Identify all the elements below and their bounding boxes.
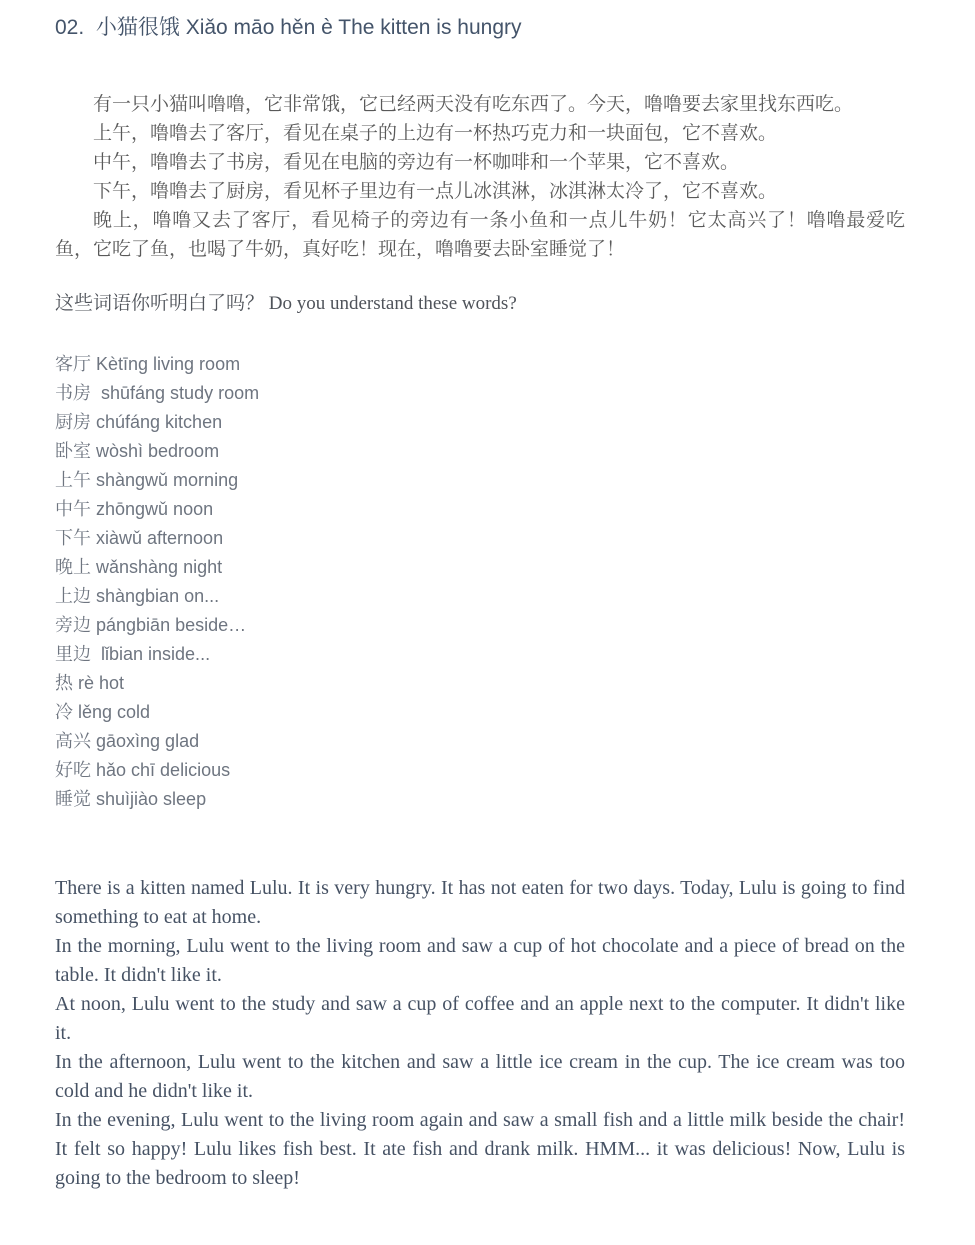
story-en-paragraph: In the morning, Lulu went to the living room and saw a cup of hot chocolate and a piece of bread on the table. It didn't like it. [55, 935, 905, 986]
vocab-item: 客厅 Kètīng living room [55, 354, 241, 374]
story-cn-paragraph: 中午，噜噜去了书房，看见在电脑的旁边有一杯咖啡和一个苹果，它不喜欢。 [93, 152, 740, 173]
comprehension-question: 这些词语你听明白了吗？ Do you understand these words? [55, 293, 517, 314]
story-cn-paragraph: 有一只小猫叫噜噜，它非常饿，它已经两天没有吃东西了。今天，噜噜要去家里找东西吃。 [93, 94, 854, 115]
vocab-item: 书房 shūfáng study room [55, 383, 260, 403]
vocab-item: 旁边 pángbiān beside… [55, 615, 247, 635]
story-en-paragraph: There is a kitten named Lulu. It is very hungry. It has not eaten for two days. Today, Lulu is going to find something to eat at home. [55, 877, 905, 928]
story-cn-paragraph: 晚上，噜噜又去了客厅，看见椅子的旁边有一条小鱼和一点儿牛奶！它太高兴了！噜噜最爱吃鱼，它吃了鱼，也喝了牛奶，真好吃！现在，噜噜要去卧室睡觉了！ [55, 210, 905, 260]
vocab-item: 热 rè hot [55, 673, 125, 693]
vocab-item: 卧室 wòshì bedroom [55, 441, 220, 461]
vocab-item: 上边 shàngbian on... [55, 586, 220, 606]
vocab-item: 中午 zhōngwǔ noon [55, 499, 214, 519]
vocab-item: 厨房 chúfáng kitchen [55, 412, 223, 432]
story-en-paragraph: At noon, Lulu went to the study and saw a cup of coffee and an apple next to the computer. It didn't like it. [55, 993, 905, 1044]
story-cn-paragraph: 下午，噜噜去了厨房，看见杯子里边有一点儿冰淇淋，冰淇淋太冷了，它不喜欢。 [93, 181, 778, 202]
chinese-story [55, 90, 905, 264]
vocab-item: 里边 lǐbian inside... [55, 644, 211, 664]
story-cn-paragraph: 上午，噜噜去了客厅，看见在桌子的上边有一杯热巧克力和一块面包，它不喜欢。 [93, 123, 778, 144]
vocabulary-list [55, 350, 905, 814]
story-en-paragraph: In the afternoon, Lulu went to the kitchen and saw a little ice cream in the cup. The ice cream was too cold and he didn't like it. [55, 1051, 905, 1102]
vocab-item: 高兴 gāoxìng glad [55, 731, 200, 751]
vocab-item: 下午 xiàwǔ afternoon [55, 528, 224, 548]
vocab-item: 好吃 hǎo chī delicious [55, 760, 231, 780]
vocab-item: 睡觉 shuìjiào sleep [55, 789, 207, 809]
english-translation [55, 874, 905, 1193]
story-en-paragraph: In the evening, Lulu went to the living room again and saw a small fish and a little milk beside the chair! It felt so happy! Lulu likes fish best. It ate fish and drank milk. HMM... it was delicious! Now, Lulu is going to the bedroom to sleep! [55, 1109, 905, 1189]
page-title: 02. 小猫很饿 Xiǎo māo hěn è The kitten is hungry [55, 16, 522, 39]
vocab-item: 冷 lěng cold [55, 702, 151, 722]
vocab-item: 晚上 wǎnshàng night [55, 557, 223, 577]
vocab-item: 上午 shàngwǔ morning [55, 470, 239, 490]
